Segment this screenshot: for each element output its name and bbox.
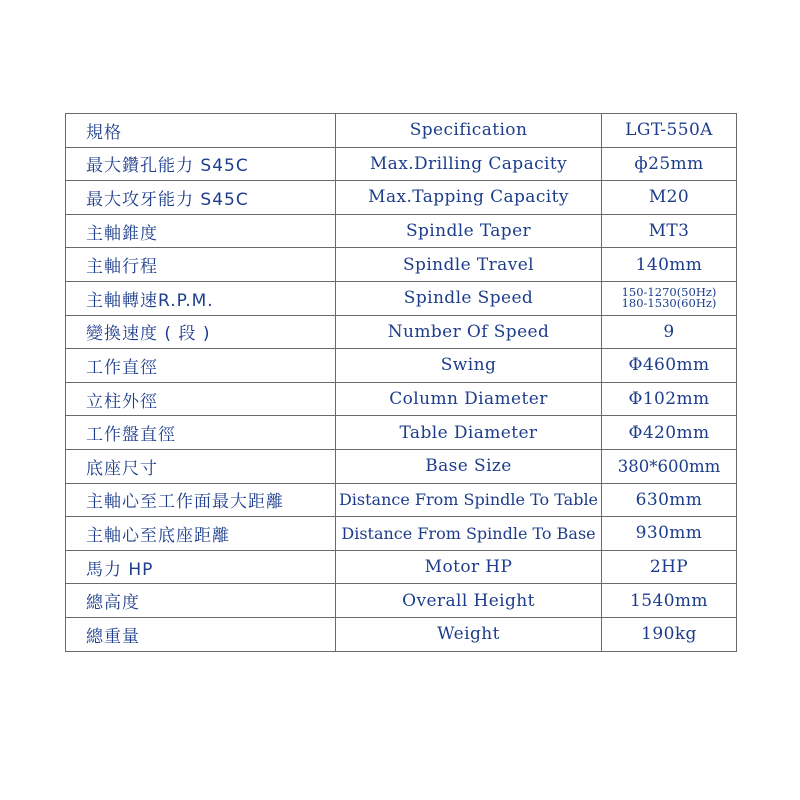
row-label-cn: 馬力 HP	[66, 550, 336, 584]
table-row	[66, 449, 737, 483]
row-value: ф25mm	[602, 147, 737, 181]
table-row	[66, 248, 737, 282]
row-label-en: Number Of Speed	[336, 315, 602, 349]
row-label-cn: 變換速度 ( 段 )	[66, 315, 336, 349]
row-value-speed	[602, 281, 737, 315]
row-label-cn: 工作盤直徑	[66, 416, 336, 450]
row-value: 930mm	[602, 517, 737, 551]
row-value: Φ102mm	[602, 382, 737, 416]
row-label-en: Base Size	[336, 449, 602, 483]
row-label-en: Table Diameter	[336, 416, 602, 450]
row-value: M20	[602, 181, 737, 215]
row-value: MT3	[602, 214, 737, 248]
row-label-en: Distance From Spindle To Table	[336, 483, 602, 517]
table-row	[66, 382, 737, 416]
row-label-cn: 底座尺寸	[66, 449, 336, 483]
table-row	[66, 483, 737, 517]
table-row	[66, 550, 737, 584]
row-label-en: Column Diameter	[336, 382, 602, 416]
row-label-cn: 主軸轉速R.P.M.	[66, 281, 336, 315]
table-row	[66, 617, 737, 651]
table-row	[66, 214, 737, 248]
row-value: 190kg	[602, 617, 737, 651]
row-label-en: Weight	[336, 617, 602, 651]
row-label-cn: 主軸心至底座距離	[66, 517, 336, 551]
header-en: Specification	[336, 114, 602, 148]
table-row	[66, 281, 737, 315]
speed-50hz: 150-1270(50Hz)	[621, 285, 717, 300]
row-value: 9	[602, 315, 737, 349]
row-label-en: Spindle Travel	[336, 248, 602, 282]
speed-60hz: 180-1530(60Hz)	[621, 296, 717, 311]
row-label-en: Swing	[336, 349, 602, 383]
row-label-en: Max.Tapping Capacity	[336, 181, 602, 215]
row-label-cn: 主軸行程	[66, 248, 336, 282]
row-label-cn: 總重量	[66, 617, 336, 651]
table-row	[66, 147, 737, 181]
row-value: 2HP	[602, 550, 737, 584]
row-value: Φ460mm	[602, 349, 737, 383]
row-label-en: Spindle Speed	[336, 281, 602, 315]
table-row	[66, 584, 737, 618]
table-row	[66, 181, 737, 215]
row-label-en: Motor HP	[336, 550, 602, 584]
table-header-row	[66, 114, 737, 148]
spec-table	[65, 113, 737, 652]
row-value: 1540mm	[602, 584, 737, 618]
row-label-cn: 立柱外徑	[66, 382, 336, 416]
row-value: Φ420mm	[602, 416, 737, 450]
row-label-cn: 最大鑽孔能力 S45C	[66, 147, 336, 181]
header-model: LGT-550A	[602, 114, 737, 148]
table-row	[66, 517, 737, 551]
row-label-cn: 主軸心至工作面最大距離	[66, 483, 336, 517]
row-value: 380*600mm	[602, 449, 737, 483]
row-label-en: Max.Drilling Capacity	[336, 147, 602, 181]
row-label-cn: 工作直徑	[66, 349, 336, 383]
row-label-en: Overall Height	[336, 584, 602, 618]
table-row	[66, 349, 737, 383]
row-label-en: Spindle Taper	[336, 214, 602, 248]
row-value: 630mm	[602, 483, 737, 517]
row-value: 140mm	[602, 248, 737, 282]
row-label-en: Distance From Spindle To Base	[336, 517, 602, 551]
header-cn: 規格	[66, 114, 336, 148]
row-label-cn: 總高度	[66, 584, 336, 618]
row-label-cn: 主軸錐度	[66, 214, 336, 248]
row-label-cn: 最大攻牙能力 S45C	[66, 181, 336, 215]
table-row	[66, 416, 737, 450]
table-row	[66, 315, 737, 349]
